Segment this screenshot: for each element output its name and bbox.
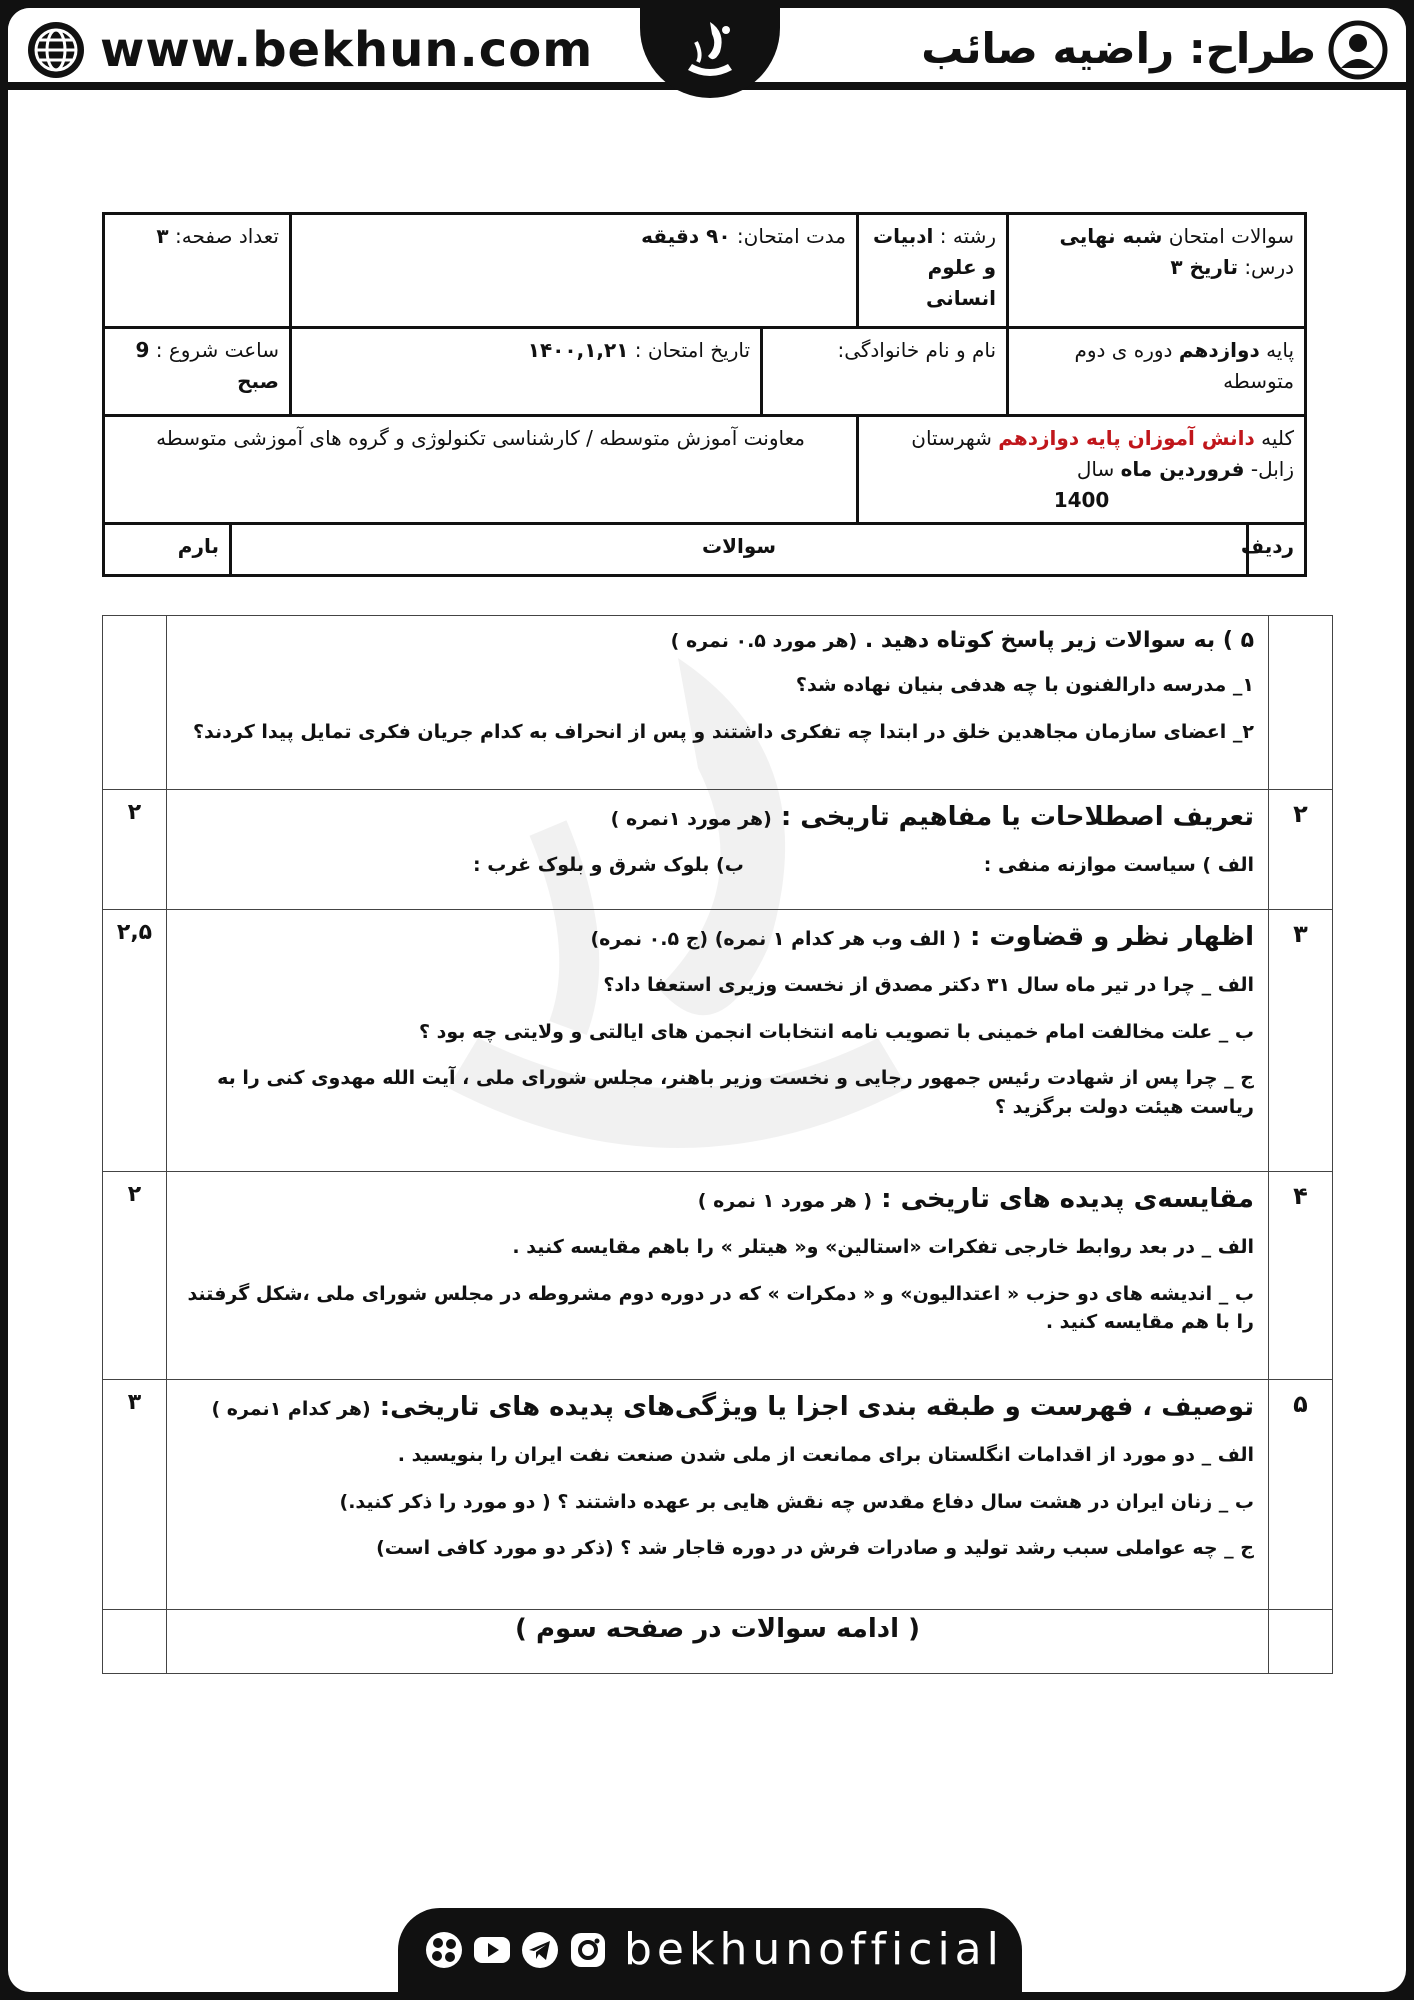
user-icon <box>1328 20 1388 80</box>
score-header: بارم <box>104 524 231 576</box>
question-row <box>103 1380 1333 1610</box>
question-row <box>103 1172 1333 1380</box>
question-line: ۲_ اعضای سازمان مجاهدین خلق در ابتدا چه تفکری داشتند و پس از انحراف به کدام جریان فکری تمایل پیدا کردند؟ <box>193 720 1254 743</box>
question-score: ۲,۵ <box>103 910 167 1172</box>
question-number: ۵ <box>1269 1380 1333 1610</box>
question-line: ۱_ مدرسه دارالفنون با چه هدفی بنیان نهاده شد؟ <box>795 674 1254 696</box>
definition-pair <box>181 851 1254 880</box>
footer-social-bar <box>398 1908 1022 1992</box>
question-score <box>103 616 167 790</box>
question-line: الف _ دو مورد از اقدامات انگلستان برای ممانعت از ملی شدن صنعت نفت ایران را بنویسید . <box>397 1444 1254 1466</box>
question-line: ب _ زنان ایران در هشت سال دفاع مقدس چه نقش هایی بر عهده داشتند ؟ ( دو مورد را ذکر کنید.) <box>339 1490 1254 1513</box>
question-line: ج _ چرا پس از شهادت رئیس جمهور رجایی و نخست وزیر باهنر، مجلس شورای ملی ، آیت الله مهدوی کنی را به ریاست هیئت دولت برگزید ؟ <box>217 1067 1254 1118</box>
question-title: تعریف اصطلاحات یا مفاهیم تاریخی : (هر مورد ۱نمره ) <box>610 802 1254 832</box>
bekhun-logo-icon <box>668 12 752 92</box>
question-number: ۲ <box>1269 790 1333 910</box>
question-score: ۳ <box>103 1380 167 1610</box>
social-handle[interactable]: bekhunofficial <box>624 1924 1004 1975</box>
youtube-icon[interactable] <box>472 1930 512 1970</box>
question-title: مقایسه‌ی پدیده های تاریخی : ( هر مورد ۱ نمره ) <box>697 1184 1254 1214</box>
question-number <box>1269 616 1333 790</box>
authority-cell: معاونت آموزش متوسطه / کارشناسی تکنولوژی و گروه های آموزشی متوسطه <box>104 416 858 524</box>
instagram-icon[interactable] <box>568 1930 608 1970</box>
duration-cell: مدت امتحان: ۹۰ دقیقه <box>291 214 858 328</box>
definition-item: الف ) سیاست موازنه منفی : <box>983 854 1254 876</box>
question-body <box>167 910 1269 1172</box>
questions-header: سوالات <box>231 524 1248 576</box>
question-title: توصیف ، فهرست و طبقه بندی اجزا یا ویژگی‌های پدیده های تاریخی: (هر کدام ۱نمره ) <box>211 1392 1254 1422</box>
question-body <box>167 790 1269 910</box>
question-row <box>103 616 1333 790</box>
field-cell: رشته : ادبیات و علوم انسانی <box>858 214 1008 328</box>
questions-table <box>102 615 1333 1674</box>
students-cell: کلیه دانش آموزان پایه دوازدهم شهرستان زابل- فروردین ماه سال 1400 <box>858 416 1306 524</box>
definition-item: ب) بلوک شرق و بلوک غرب : <box>473 854 744 876</box>
designer-credit: طراح: راضیه صائب <box>921 24 1316 73</box>
question-line: ج _ چه عواملی سبب رشد تولید و صادرات فرش در دوره قاجار شد ؟ (ذکر دو مورد کافی است) <box>376 1537 1254 1559</box>
question-line: ب _ علت مخالفت امام خمینی با تصویب نامه انتخابات انجمن های ایالتی و ولایتی چه بود ؟ <box>418 1020 1254 1043</box>
question-line: ب _ اندیشه های دو حزب « اعتدالیون» و « دمکرات » که در دوره دوم مشروطه در مجلس شورای ملی ،شکل گرفتند را با هم مقایسه کنید . <box>187 1282 1254 1333</box>
aparat-icon[interactable] <box>424 1930 464 1970</box>
globe-icon <box>26 20 86 80</box>
question-row <box>103 790 1333 910</box>
question-body <box>167 1172 1269 1380</box>
page <box>8 8 1406 1992</box>
question-title: ۵ ) به سوالات زیر پاسخ کوتاه دهید . (هر مورد ۰.۵ نمره ) <box>670 628 1254 653</box>
question-body <box>167 1380 1269 1610</box>
student-name-cell[interactable]: نام و نام خانوادگی: <box>762 328 1008 416</box>
question-body <box>167 616 1269 790</box>
question-row <box>103 910 1333 1172</box>
row-header: ردیف <box>1248 524 1306 576</box>
question-score: ۲ <box>103 1172 167 1380</box>
start-time-cell: ساعت شروع : 9 صبح <box>104 328 291 416</box>
question-line: الف _ در بعد روابط خارجی تفکرات «استالین» و« هیتلر » را باهم مقایسه کنید . <box>512 1236 1254 1258</box>
question-score: ۲ <box>103 790 167 910</box>
grade-cell: پایه دوازدهم دوره ی دوم متوسطه <box>1008 328 1306 416</box>
question-number: ۴ <box>1269 1172 1333 1380</box>
exam-date-cell: تاریخ امتحان : ۱۴۰۰,۱,۲۱ <box>291 328 762 416</box>
continue-row <box>103 1610 1333 1674</box>
question-number: ۳ <box>1269 910 1333 1172</box>
continue-note: ( ادامه سوالات در صفحه سوم ) <box>167 1610 1269 1674</box>
question-title: اظهار نظر و قضاوت : ( الف وب هر کدام ۱ نمره) (ج ۰.۵ نمره) <box>590 922 1254 952</box>
question-line: الف _ چرا در تیر ماه سال ۳۱ دکتر مصدق از نخست وزیری استعفا داد؟ <box>603 974 1254 996</box>
telegram-icon[interactable] <box>520 1930 560 1970</box>
header-band <box>8 8 1406 90</box>
exam-info-table <box>102 212 1307 577</box>
site-url[interactable]: www.bekhun.com <box>100 22 594 78</box>
subject-cell: سوالات امتحان شبه نهایی درس: تاریخ ۳ <box>1008 214 1306 328</box>
page-count-cell: تعداد صفحه: ۳ <box>104 214 291 328</box>
